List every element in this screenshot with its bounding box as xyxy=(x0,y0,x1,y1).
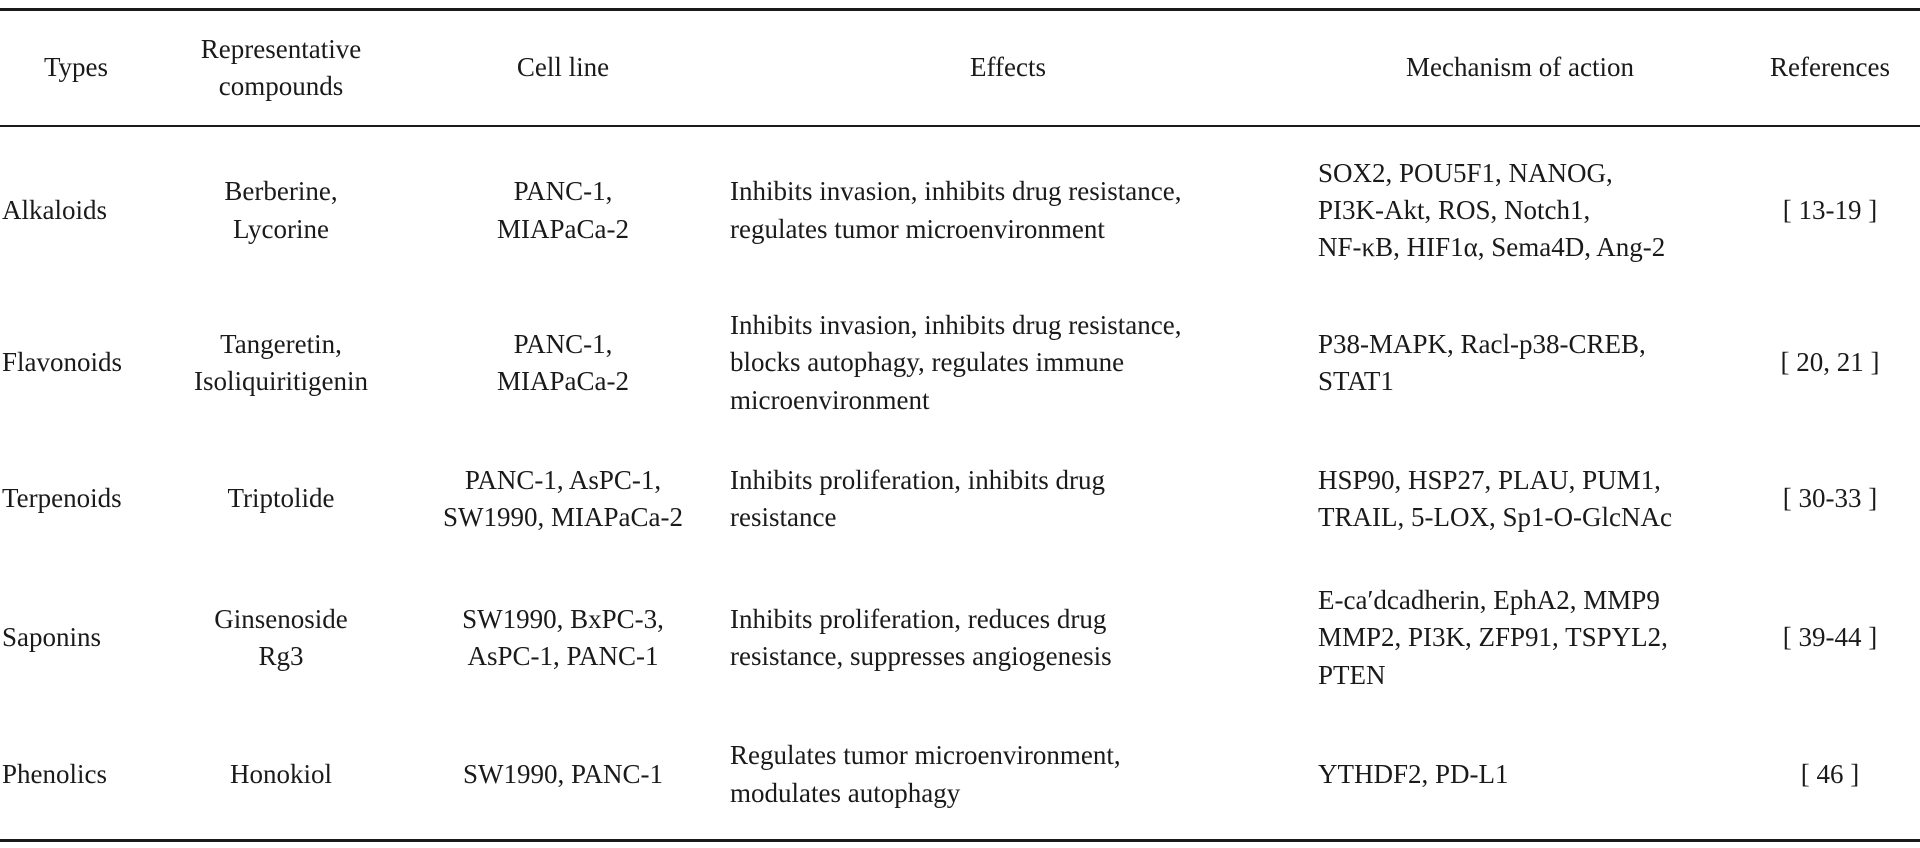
cell-mechanism xyxy=(1300,294,1740,432)
cell-type: Phenolics xyxy=(2,758,107,789)
header-effects: Effects xyxy=(970,52,1046,83)
header-representative-compounds xyxy=(152,10,410,127)
cell-type: Terpenoids xyxy=(2,483,122,514)
table-row xyxy=(0,432,1920,566)
table-row xyxy=(0,710,1920,841)
table-row xyxy=(0,294,1920,432)
text-line: TRAIL, 5-LOX, Sp1-O-GlcNAc xyxy=(1318,502,1672,532)
text-line: microenvironment xyxy=(730,384,930,415)
text-line: Inhibits invasion, inhibits drug resistance, xyxy=(730,310,1182,341)
text-line: Ginsenoside xyxy=(214,603,348,634)
cell-mechanism xyxy=(1300,566,1740,710)
text-line: HSP90, HSP27, PLAU, PUM1, xyxy=(1318,464,1661,495)
text-line: Tangeretin, xyxy=(220,328,342,359)
text-line: modulates autophagy xyxy=(730,777,961,808)
header-cell-line: Cell line xyxy=(516,52,610,83)
text-line: Inhibits proliferation, inhibits drug xyxy=(730,464,1105,495)
text-line: Isoliquiritigenin xyxy=(194,366,368,396)
text-line: NF-κB, HIF1α, Sema4D, Ang-2 xyxy=(1318,232,1666,263)
cell-mechanism xyxy=(1300,126,1740,294)
cell-mechanism xyxy=(1300,432,1740,566)
table-row xyxy=(0,126,1920,294)
compound-table-container xyxy=(0,8,1920,842)
text-line: resistance xyxy=(730,502,837,532)
cell-effects xyxy=(716,566,1300,710)
cell-effects xyxy=(716,294,1300,432)
cell-cell-line xyxy=(410,566,716,710)
cell-type: Saponins xyxy=(2,622,102,653)
text-line: regulates tumor microenvironment xyxy=(730,213,1105,244)
cell-effects xyxy=(716,710,1300,841)
cell-references: [ 46 ] xyxy=(1800,758,1860,789)
cell-effects xyxy=(716,432,1300,566)
text-line: Triptolide xyxy=(227,483,335,514)
cell-type: Alkaloids xyxy=(2,194,107,225)
cell-effects xyxy=(716,126,1300,294)
text-line: blocks autophagy, regulates immune xyxy=(730,347,1125,378)
text-line: Honokiol xyxy=(229,758,332,789)
text-line: P38-MAPK, Racl-p38-CREB, xyxy=(1318,328,1646,359)
cell-cell-line xyxy=(410,294,716,432)
text-line: E-ca′dcadherin, EphA2, MMP9 xyxy=(1318,585,1660,616)
cell-compounds xyxy=(152,710,410,841)
text-line: MIAPaCa-2 xyxy=(497,213,629,244)
text-line: SW1990, MIAPaCa-2 xyxy=(443,502,683,532)
text-line: PI3K-Akt, ROS, Notch1, xyxy=(1318,194,1591,225)
cell-compounds xyxy=(152,432,410,566)
cell-compounds xyxy=(152,566,410,710)
text-line: YTHDF2, PD-L1 xyxy=(1318,758,1509,789)
text-line: Inhibits proliferation, reduces drug xyxy=(730,603,1107,634)
text-line: Rg3 xyxy=(258,641,304,671)
cell-compounds xyxy=(152,126,410,294)
cell-mechanism xyxy=(1300,710,1740,841)
cell-cell-line xyxy=(410,126,716,294)
cell-references: [ 30-33 ] xyxy=(1782,483,1878,514)
cell-cell-line xyxy=(410,432,716,566)
text-line: Lycorine xyxy=(233,213,329,244)
text-line: PTEN xyxy=(1318,659,1386,690)
cell-type: Flavonoids xyxy=(2,347,123,378)
cell-compounds xyxy=(152,294,410,432)
text-line: SOX2, POU5F1, NANOG, xyxy=(1318,157,1613,188)
text-line: PANC-1, xyxy=(513,176,613,207)
text-line: AsPC-1, PANC-1 xyxy=(467,641,659,671)
text-line: SW1990, PANC-1 xyxy=(462,758,664,789)
cell-references: [ 20, 21 ] xyxy=(1780,347,1880,378)
text-line: Regulates tumor microenvironment, xyxy=(730,740,1121,771)
header-compounds-line-2: compounds xyxy=(218,71,344,101)
text-line: Berberine, xyxy=(224,176,338,207)
table-header-row xyxy=(0,10,1920,127)
cell-references: [ 39-44 ] xyxy=(1782,622,1878,653)
text-line: resistance, suppresses angiogenesis xyxy=(730,641,1112,671)
text-line: SW1990, BxPC-3, xyxy=(462,603,664,634)
text-line: MIAPaCa-2 xyxy=(497,366,629,396)
compound-table xyxy=(0,8,1920,842)
cell-references: [ 13-19 ] xyxy=(1782,194,1878,225)
table-row xyxy=(0,566,1920,710)
text-line: MMP2, PI3K, ZFP91, TSPYL2, xyxy=(1318,622,1668,653)
header-references: References xyxy=(1770,52,1890,83)
text-line: Inhibits invasion, inhibits drug resistance, xyxy=(730,176,1182,207)
text-line: PANC-1, AsPC-1, xyxy=(464,464,662,495)
cell-cell-line xyxy=(410,710,716,841)
header-compounds-line-1: Representative xyxy=(200,33,362,64)
text-line: STAT1 xyxy=(1318,366,1394,396)
text-line: PANC-1, xyxy=(513,328,613,359)
header-types: Types xyxy=(43,52,109,83)
header-mechanism: Mechanism of action xyxy=(1406,52,1634,83)
